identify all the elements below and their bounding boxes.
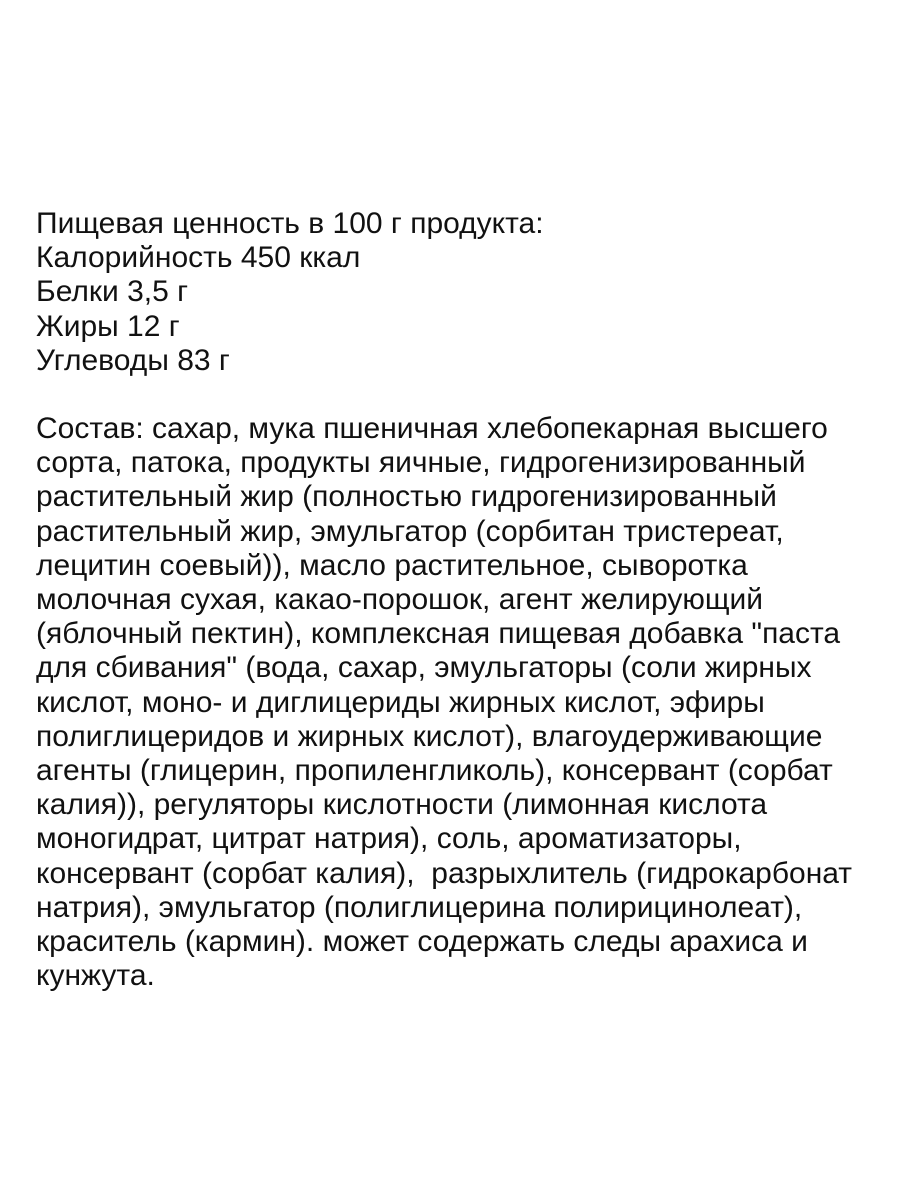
section-spacer <box>36 378 876 412</box>
ingredients-line: агенты (глицерин, пропиленгликоль), консервант (сорбат <box>36 754 833 788</box>
ingredients-line: консервант (сорбат калия), разрыхлитель (гидрокарбонат <box>36 856 853 890</box>
carbohydrates-line: Углеводы 83 г <box>36 343 230 377</box>
ingredients-line: калия)), регуляторы кислотности (лимонная кислота <box>36 788 768 822</box>
ingredients-line: краситель (кармин). может содержать следы арахиса и <box>36 925 808 959</box>
ingredients-line: лецитин соевый)), масло растительное, сыворотка <box>36 548 748 582</box>
protein-line: Белки 3,5 г <box>36 275 189 309</box>
nutrition-facts-block <box>36 207 876 378</box>
ingredients-line: кислот, моно- и диглицериды жирных кислот, эфиры <box>36 685 765 719</box>
ingredients-block <box>36 412 876 993</box>
ingredients-line: полиглицеридов и жирных кислот), влагоудерживающие <box>36 719 823 753</box>
ingredients-line: растительный жир (полностью гидрогенизированный <box>36 480 777 514</box>
fat-line: Жиры 12 г <box>36 309 180 343</box>
ingredients-line: сорта, патока, продукты яичные, гидрогенизированный <box>36 446 806 480</box>
ingredients-line: молочная сухая, какао-порошок, агент желирующий <box>36 583 764 617</box>
calories-line: Калорийность 450 ккал <box>36 241 361 275</box>
ingredients-line: для сбивания" (вода, сахар, эмульгаторы (соли жирных <box>36 651 812 685</box>
ingredients-line: (яблочный пектин), комплексная пищевая добавка "паста <box>36 617 841 651</box>
ingredients-line: кунжута. <box>36 959 155 993</box>
nutrition-heading: Пищевая ценность в 100 г продукта: <box>36 207 544 240</box>
ingredients-line: натрия), эмульгатор (полиглицерина полирицинолеат), <box>36 890 803 924</box>
ingredients-line: моногидрат, цитрат натрия), соль, ароматизаторы, <box>36 822 742 856</box>
ingredients-line: растительный жир, эмульгатор (сорбитан тристереат, <box>36 514 784 548</box>
product-info-document <box>36 207 876 993</box>
ingredients-line: Состав: сахар, мука пшеничная хлебопекарная высшего <box>36 412 828 446</box>
